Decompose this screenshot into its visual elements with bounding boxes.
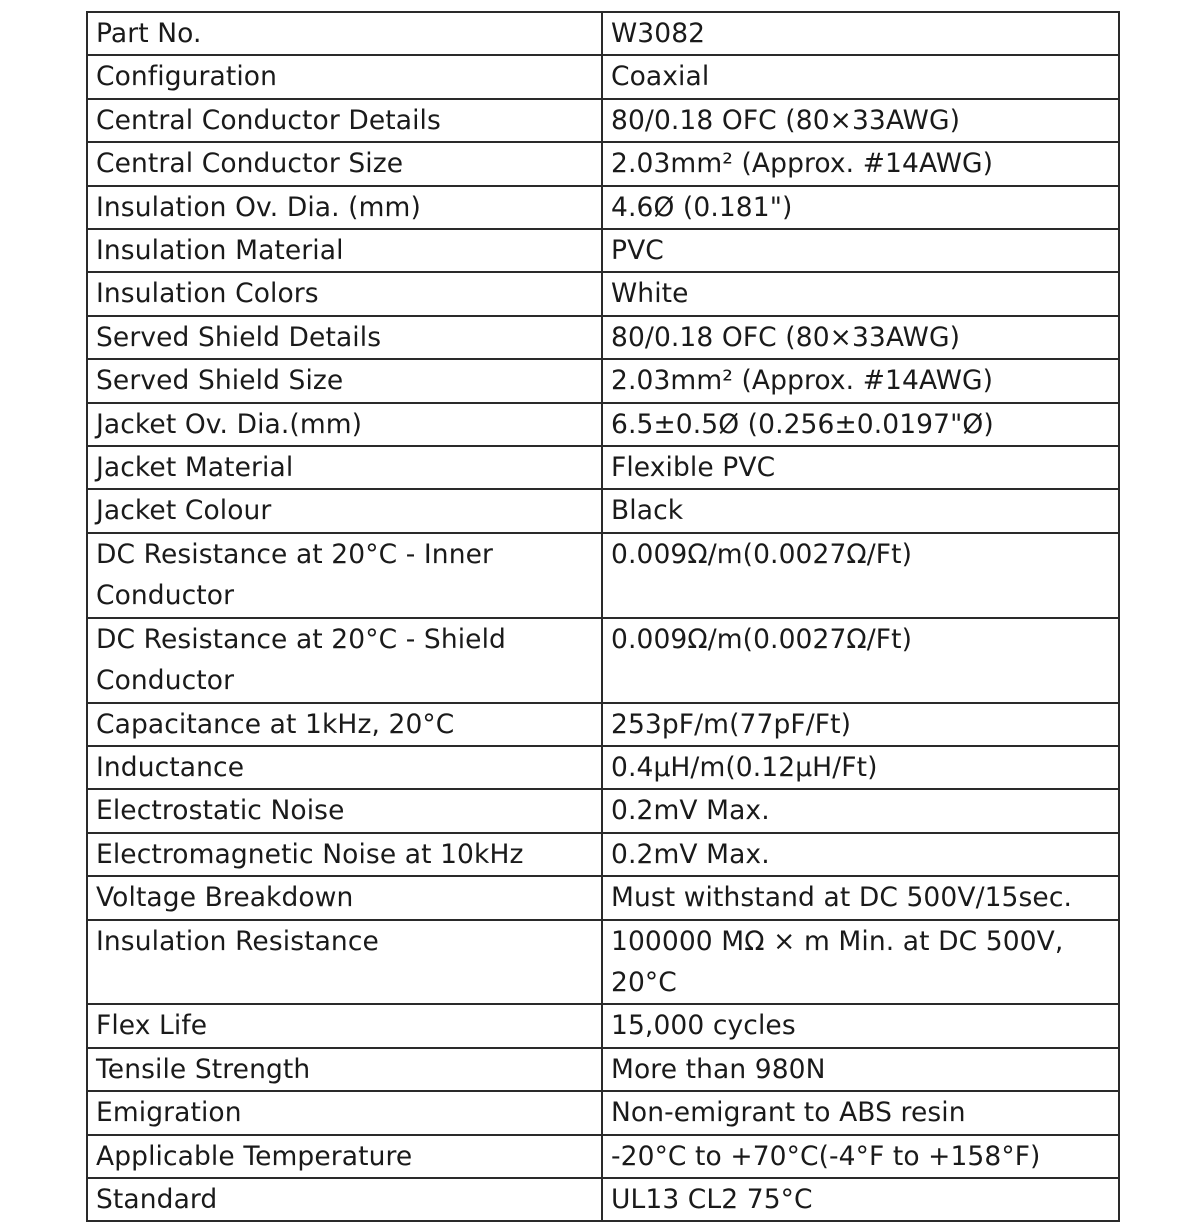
- table-row: [87, 316, 1119, 359]
- row-label: Electromagnetic Noise at 10kHz: [87, 833, 602, 876]
- row-value: 253pF/m(77pF/Ft): [602, 703, 1119, 746]
- row-label: DC Resistance at 20°C - Shield Conductor: [87, 618, 602, 703]
- row-label: Served Shield Details: [87, 316, 602, 359]
- table-row: [87, 746, 1119, 789]
- row-value: 6.5±0.5Ø (0.256±0.0197"Ø): [602, 403, 1119, 446]
- row-value: Must withstand at DC 500V/15sec.: [602, 876, 1119, 919]
- row-value: Non-emigrant to ABS resin: [602, 1091, 1119, 1134]
- row-value: PVC: [602, 229, 1119, 272]
- table-row: [87, 359, 1119, 402]
- row-value: -20°C to +70°C(-4°F to +158°F): [602, 1135, 1119, 1178]
- row-label: Jacket Colour: [87, 489, 602, 532]
- row-label: Applicable Temperature: [87, 1135, 602, 1178]
- row-label: Central Conductor Size: [87, 142, 602, 185]
- table-row: [87, 55, 1119, 98]
- row-label: Insulation Resistance: [87, 920, 602, 1005]
- row-value: 4.6Ø (0.181"): [602, 186, 1119, 229]
- table-row: [87, 186, 1119, 229]
- table-row: [87, 618, 1119, 703]
- row-value: Flexible PVC: [602, 446, 1119, 489]
- row-label: Emigration: [87, 1091, 602, 1134]
- table-row: [87, 789, 1119, 832]
- row-label: Voltage Breakdown: [87, 876, 602, 919]
- table-row: [87, 833, 1119, 876]
- row-value: 15,000 cycles: [602, 1004, 1119, 1047]
- row-label: Jacket Material: [87, 446, 602, 489]
- row-label: Insulation Ov. Dia. (mm): [87, 186, 602, 229]
- table-row: [87, 12, 1119, 55]
- row-value: Coaxial: [602, 55, 1119, 98]
- table-row: [87, 446, 1119, 489]
- table-row: [87, 142, 1119, 185]
- row-value: 2.03mm² (Approx. #14AWG): [602, 142, 1119, 185]
- table-row: [87, 99, 1119, 142]
- row-value: 0.2mV Max.: [602, 789, 1119, 832]
- row-label: DC Resistance at 20°C - Inner Conductor: [87, 533, 602, 618]
- row-label: Served Shield Size: [87, 359, 602, 402]
- row-value: 0.2mV Max.: [602, 833, 1119, 876]
- row-label: Jacket Ov. Dia.(mm): [87, 403, 602, 446]
- row-label: Insulation Material: [87, 229, 602, 272]
- row-label: Configuration: [87, 55, 602, 98]
- row-value: 0.4µH/m(0.12µH/Ft): [602, 746, 1119, 789]
- row-label: Standard: [87, 1178, 602, 1221]
- table-row: [87, 272, 1119, 315]
- row-label: Inductance: [87, 746, 602, 789]
- row-value: 80/0.18 OFC (80×33AWG): [602, 316, 1119, 359]
- table-row: [87, 1004, 1119, 1047]
- row-label: Central Conductor Details: [87, 99, 602, 142]
- table-row: [87, 1135, 1119, 1178]
- row-value: More than 980N: [602, 1048, 1119, 1091]
- row-label: Insulation Colors: [87, 272, 602, 315]
- row-value: 0.009Ω/m(0.0027Ω/Ft): [602, 618, 1119, 703]
- table-row: [87, 876, 1119, 919]
- row-label: Tensile Strength: [87, 1048, 602, 1091]
- row-value: 80/0.18 OFC (80×33AWG): [602, 99, 1119, 142]
- row-value: 100000 MΩ × m Min. at DC 500V, 20°C: [602, 920, 1119, 1005]
- table-row: [87, 489, 1119, 532]
- table-row: [87, 533, 1119, 618]
- row-value: W3082: [602, 12, 1119, 55]
- row-value: UL13 CL2 75°C: [602, 1178, 1119, 1221]
- row-value: White: [602, 272, 1119, 315]
- table-row: [87, 229, 1119, 272]
- row-value: Black: [602, 489, 1119, 532]
- table-row: [87, 703, 1119, 746]
- row-label: Flex Life: [87, 1004, 602, 1047]
- table-row: [87, 1048, 1119, 1091]
- row-value: 0.009Ω/m(0.0027Ω/Ft): [602, 533, 1119, 618]
- row-label: Part No.: [87, 12, 602, 55]
- table-row: [87, 403, 1119, 446]
- row-value: 2.03mm² (Approx. #14AWG): [602, 359, 1119, 402]
- spec-table: [86, 11, 1120, 1222]
- table-row: [87, 920, 1119, 1005]
- row-label: Electrostatic Noise: [87, 789, 602, 832]
- table-row: [87, 1091, 1119, 1134]
- row-label: Capacitance at 1kHz, 20°C: [87, 703, 602, 746]
- spec-table-body: [87, 12, 1119, 1221]
